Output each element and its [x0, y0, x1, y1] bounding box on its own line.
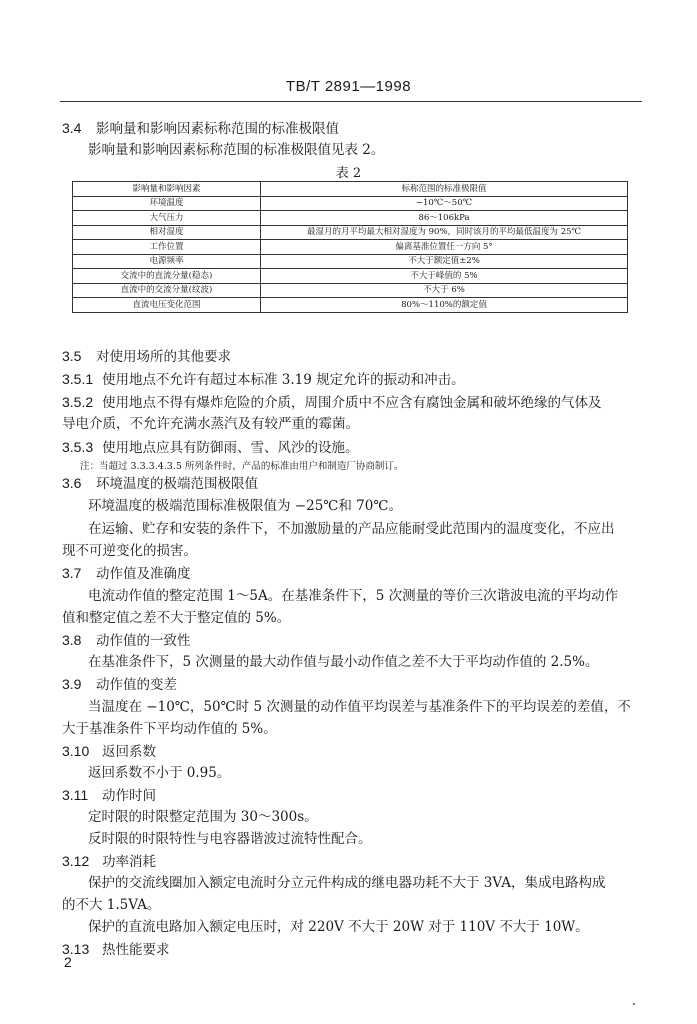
table-cell-factor: 电源频率	[73, 254, 261, 269]
section-number: 3.7	[62, 565, 82, 581]
section-text: 使用地点应具有防御雨、雪、风沙的设施。	[102, 440, 359, 456]
table-row	[73, 211, 628, 226]
section-3-5-3	[62, 438, 359, 457]
section-text: 使用地点不得有爆炸危险的介质，周围介质中不应含有腐蚀金属和破坏绝缘的气体及	[102, 395, 602, 411]
table-row	[73, 298, 628, 313]
table-cell-limit: 不大于 6%	[261, 283, 628, 298]
section-title: 影响量和影响因素标称范围的标准极限值	[96, 121, 339, 137]
section-title: 环境温度的极端范围极限值	[96, 476, 258, 492]
section-3-9-text: 大于基准条件下平均动作值的 5%。	[62, 721, 277, 737]
table-header-row	[73, 182, 628, 197]
table-row	[73, 269, 628, 284]
section-3-5-2-cont: 导电介质，不允许充满水蒸汽及有较严重的霉菌。	[62, 416, 359, 432]
section-3-12-text: 保护的交流线圈加入额定电流时分立元件构成的继电器功耗不大于 3VA，集成电路构成	[88, 875, 606, 891]
section-3-10-heading	[62, 742, 156, 761]
section-number: 3.5.1	[62, 371, 94, 387]
table-header-limit: 标称范围的标准极限值	[261, 182, 628, 197]
section-title: 动作值的变差	[96, 677, 177, 693]
table-row	[73, 254, 628, 269]
table-cell-limit: 最湿月的月平均最大相对湿度为 90%，同时该月的平均最低温度为 25℃	[261, 225, 628, 240]
section-3-7-text: 电流动作值的整定范围 1～5A。在基准条件下，5 次测量的等价三次谐波电流的平均动作	[88, 588, 619, 604]
section-number: 3.6	[62, 475, 82, 491]
table-row	[73, 196, 628, 211]
section-3-6-text: 在运输、贮存和安装的条件下，不加激励量的产品应能耐受此范围内的温度变化，不应出	[88, 521, 615, 537]
table-cell-factor: 相对湿度	[73, 225, 261, 240]
section-text: 使用地点不允许有超过本标准 3.19 规定允许的振动和冲击。	[102, 372, 465, 388]
page-number: 2	[64, 954, 72, 970]
table-cell-factor: 直流中的交流分量(纹波)	[73, 283, 261, 298]
header-rule	[60, 101, 642, 102]
section-number: 3.8	[62, 632, 82, 648]
section-3-5-1	[62, 370, 465, 389]
section-number: 3.4	[62, 120, 82, 136]
limits-table	[72, 181, 628, 313]
table-row	[73, 283, 628, 298]
section-number: 3.12	[62, 853, 90, 869]
table-cell-limit: 不大于额定值±2%	[261, 254, 628, 269]
section-number: 3.5	[62, 348, 82, 364]
section-3-4-text: 影响量和影响因素标称范围的标准极限值见表 2。	[88, 142, 385, 158]
section-3-12-text: 保护的直流电路加入额定电压时，对 220V 不大于 20W 对于 110V 不大于 10W。	[88, 919, 589, 935]
section-3-8-text: 在基准条件下，5 次测量的最大动作值与最小动作值之差不大于平均动作值的 2.5%。	[88, 654, 599, 670]
section-3-10-text: 返回系数不小于 0.95。	[88, 765, 231, 781]
section-3-4-heading	[62, 119, 339, 138]
section-number: 3.11	[62, 787, 89, 803]
table-row	[73, 240, 628, 255]
table-cell-factor: 直流电压变化范围	[73, 298, 261, 313]
section-3-6-text: 环境温度的极端范围标准极限值为 −25℃和 70℃。	[88, 498, 402, 514]
section-3-5-2	[62, 393, 602, 412]
table-row	[73, 225, 628, 240]
section-title: 功率消耗	[102, 854, 156, 870]
section-3-6-text: 现不可逆变化的损害。	[62, 543, 197, 559]
table-cell-limit: 80%～110%的额定值	[261, 298, 628, 313]
section-3-11-text: 反时限的时限特性与电容器谐波过流特性配合。	[88, 831, 372, 847]
section-3-9-text: 当温度在 −10℃，50℃时 5 次测量的动作值平均误差与基准条件下的平均误差的差值，不	[88, 699, 631, 715]
section-3-7-text: 值和整定值之差不大于整定值的 5%。	[62, 610, 291, 626]
section-title: 动作值的一致性	[96, 633, 191, 649]
table-cell-factor: 交流中的直流分量(稳态)	[73, 269, 261, 284]
section-3-5-heading	[62, 347, 231, 366]
section-number: 3.9	[62, 676, 82, 692]
table-cell-factor: 大气压力	[73, 211, 261, 226]
table-cell-limit: 86～106kPa	[261, 211, 628, 226]
section-3-12-text: 的不大 1.5VA。	[62, 897, 161, 913]
section-title: 动作时间	[102, 788, 156, 804]
table-cell-limit: 偏离基准位置任一方向 5°	[261, 240, 628, 255]
section-3-12-heading	[62, 852, 156, 871]
section-3-9-heading	[62, 675, 177, 694]
table-cell-limit: 不大于峰值的 5%	[261, 269, 628, 284]
section-3-6-heading	[62, 474, 258, 493]
section-title: 热性能要求	[102, 942, 170, 958]
table-header-factor: 影响量和影响因素	[73, 182, 261, 197]
table-cell-factor: 环境温度	[73, 196, 261, 211]
table-cell-limit: −10℃～50℃	[261, 196, 628, 211]
scan-speck	[633, 1003, 635, 1005]
section-title: 对使用场所的其他要求	[96, 349, 231, 365]
section-3-13-heading	[62, 940, 170, 959]
section-number: 3.13	[62, 941, 90, 957]
section-3-11-text: 定时限的时限整定范围为 30～300s。	[88, 809, 318, 825]
note: 注：当超过 3.3.3.4.3.5 所列条件时，产品的标准由用户和制造厂协商制订。	[80, 461, 404, 472]
section-3-8-heading	[62, 631, 191, 650]
section-3-11-heading	[62, 786, 156, 805]
section-title: 动作值及准确度	[96, 566, 191, 582]
section-title: 返回系数	[102, 744, 156, 760]
section-number: 3.5.2	[62, 394, 94, 410]
table-cell-factor: 工作位置	[73, 240, 261, 255]
section-3-7-heading	[62, 564, 191, 583]
section-number: 3.10	[62, 743, 90, 759]
section-number: 3.5.3	[62, 439, 94, 455]
page-header: TB/T 2891—1998	[285, 78, 412, 95]
table-caption: 表 2	[335, 166, 362, 181]
